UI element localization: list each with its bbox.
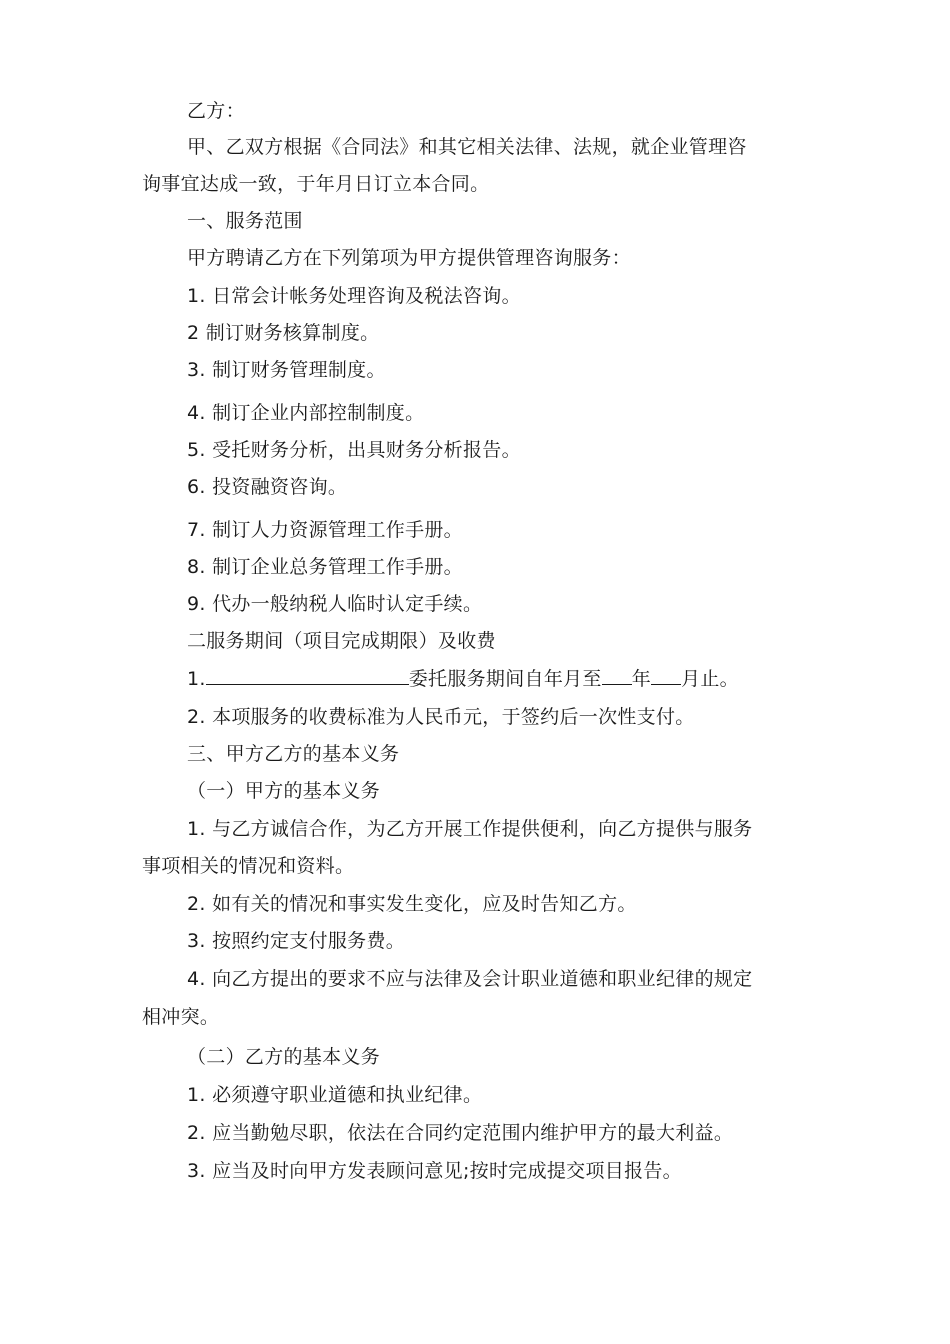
intro-paragraph-line-2: 询事宜达成一致，于年月日订立本合同。 <box>142 173 490 195</box>
term-prefix: 1. <box>187 668 206 690</box>
term-blank-long <box>206 666 409 685</box>
term-year-text: 年 <box>631 668 652 690</box>
service-item-6: 6. 投资融资咨询。 <box>187 476 348 498</box>
service-item-4: 4. 制订企业内部控制制度。 <box>187 402 425 424</box>
party-a-duty-3: 3. 按照约定支付服务费。 <box>187 930 406 952</box>
term-end-text: 月止。 <box>681 668 739 690</box>
party-a-duty-1-line-2: 事项相关的情况和资料。 <box>142 855 355 877</box>
intro-paragraph-line-1: 甲、乙双方根据《合同法》和其它相关法律、法规，就企业管理咨 <box>187 136 747 158</box>
service-term-line <box>187 666 739 692</box>
service-item-8: 8. 制订企业总务管理工作手册。 <box>187 556 463 578</box>
term-middle-text: 委托服务期间自年月至 <box>408 668 602 690</box>
service-item-2: 2 制订财务核算制度。 <box>187 322 380 344</box>
subsection-party-a-title: （一）甲方的基本义务 <box>187 780 381 802</box>
service-item-3: 3. 制订财务管理制度。 <box>187 359 386 381</box>
fee-clause: 2. 本项服务的收费标准为人民币元，于签约后一次性支付。 <box>187 706 695 728</box>
service-item-7: 7. 制订人力资源管理工作手册。 <box>187 519 463 541</box>
section-1-title: 一、服务范围 <box>187 210 303 232</box>
party-a-duty-4-line-2: 相冲突。 <box>142 1006 220 1028</box>
subsection-party-b-title: （二）乙方的基本义务 <box>187 1046 381 1068</box>
service-item-5: 5. 受托财务分析，出具财务分析报告。 <box>187 439 521 461</box>
party-a-duty-1-line-1: 1. 与乙方诚信合作，为乙方开展工作提供便利，向乙方提供与服务 <box>187 818 753 840</box>
party-b-duty-2: 2. 应当勤勉尽职，依法在合同约定范围内维护甲方的最大利益。 <box>187 1122 734 1144</box>
section-1-lead: 甲方聘请乙方在下列第项为甲方提供管理咨询服务： <box>187 247 631 269</box>
section-3-title: 三、甲方乙方的基本义务 <box>187 743 400 765</box>
term-blank-year <box>602 666 632 685</box>
section-2-title: 二服务期间（项目完成期限）及收费 <box>187 630 496 652</box>
service-item-9: 9. 代办一般纳税人临时认定手续。 <box>187 593 483 615</box>
party-a-duty-4-line-1: 4. 向乙方提出的要求不应与法律及会计职业道德和职业纪律的规定 <box>187 968 753 990</box>
party-a-duty-2: 2. 如有关的情况和事实发生变化，应及时告知乙方。 <box>187 893 637 915</box>
party-b-label: 乙方： <box>187 100 245 122</box>
service-item-1: 1. 日常会计帐务处理咨询及税法咨询。 <box>187 285 521 307</box>
party-b-duty-3: 3. 应当及时向甲方发表顾问意见;按时完成提交项目报告。 <box>187 1160 682 1182</box>
party-b-duty-1: 1. 必须遵守职业道德和执业纪律。 <box>187 1084 483 1106</box>
term-blank-month <box>651 666 681 685</box>
